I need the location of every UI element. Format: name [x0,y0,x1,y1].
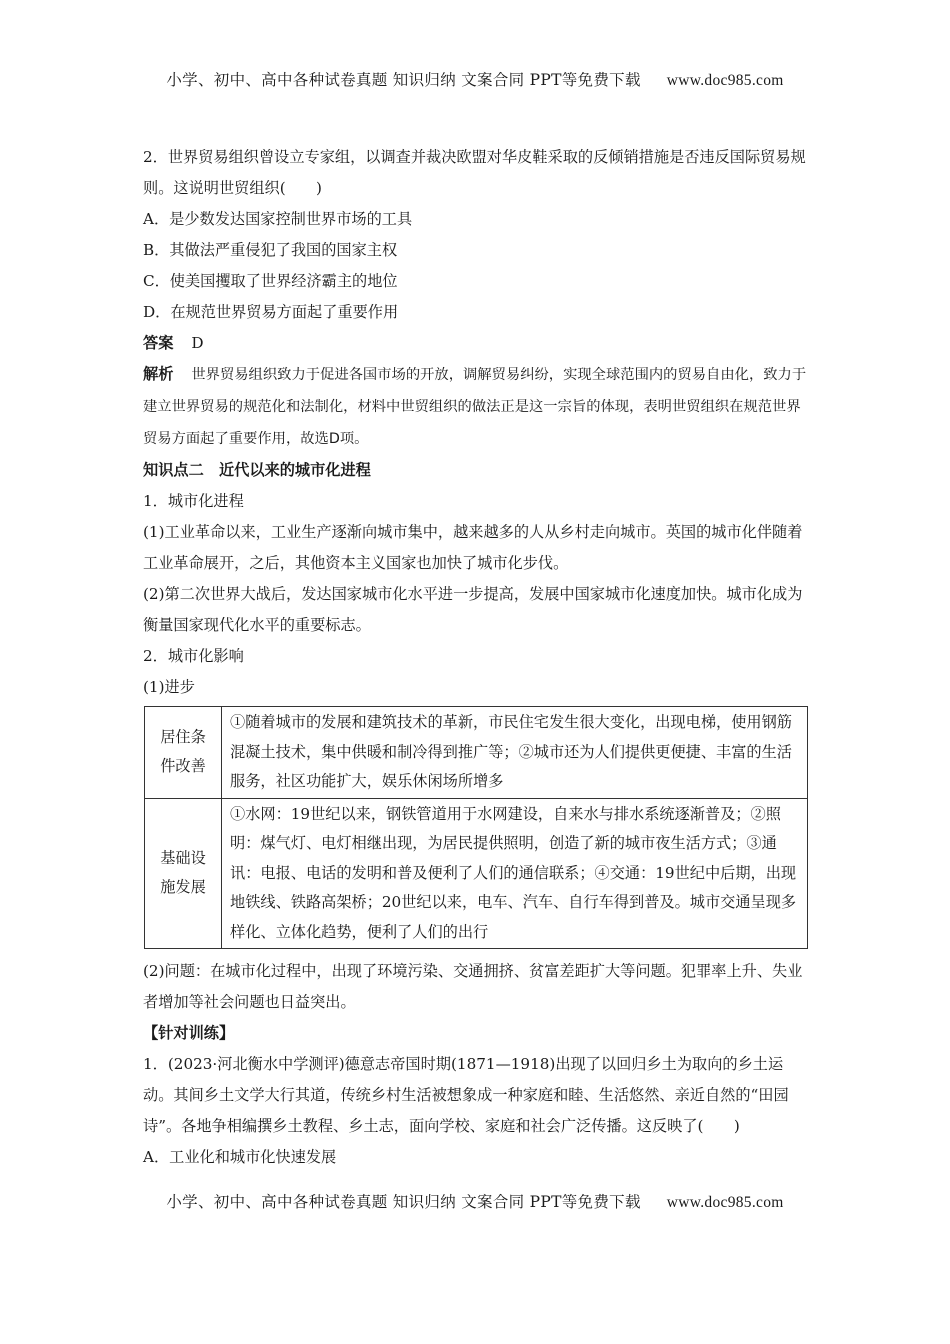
q2-option-d: D．在规范世界贸易方面起了重要作用 [143,303,399,321]
header-text: 小学、初中、高中各种试卷真题 知识归纳 文案合同 PPT等免费下载 [166,71,641,89]
section-title: 知识点二 近代以来的城市化进程 [143,461,371,479]
practice-title: 【针对训练】 [143,1024,235,1042]
table-row-label: 居住条件改善 [145,707,222,799]
answer-value: D [191,334,204,352]
progress-subheading: (1)进步 [143,678,195,696]
problems-paragraph: (2)问题：在城市化过程中，出现了环境污染、交通拥挤、贫富差距扩大等问题。犯罪率上升、失业者增加等社会问题也日益突出。 [143,962,803,1011]
footer-text: 小学、初中、高中各种试卷真题 知识归纳 文案合同 PPT等免费下载 [166,1193,641,1211]
q2-stem: 2．世界贸易组织曾设立专家组，以调查并裁决欧盟对华皮鞋采取的反倾销措施是否违反国际贸易规则。这说明世贸组织( ) [143,148,806,197]
urbanization-table [144,706,808,949]
main-content [143,142,809,1173]
page-header [0,68,950,90]
q2-option-a: A．是少数发达国家控制世界市场的工具 [143,210,413,228]
q2-analysis [143,359,809,455]
practice-q1-stem: 1．(2023·河北衡水中学测评)德意志帝国时期(1871—1918)出现了以回归乡土为取向的乡土运动。其间乡土文学大行其道，传统乡村生活被想象成一种家庭和睦、生活悠然、亲近自然的“田园诗”。各地争相编撰乡土教程、乡土志，面向学校、家庭和社会广泛传播。这反映了( ) [143,1055,789,1135]
q2-answer [143,328,809,359]
q2-option-c: C．使美国攫取了世界经济霸主的地位 [143,272,398,290]
section-paragraph-1: (1)工业革命以来，工业生产逐渐向城市集中，越来越多的人从乡村走向城市。英国的城市化伴随着工业革命展开，之后，其他资本主义国家也加快了城市化步伐。 [143,523,803,572]
header-url[interactable]: www.doc985.com [666,72,784,89]
section-paragraph-2: (2)第二次世界大战后，发达国家城市化水平进一步提高，发展中国家城市化速度加快。城市化成为衡量国家现代化水平的重要标志。 [143,585,803,634]
answer-label: 答案 [143,334,174,352]
q2-option-b: B．其做法严重侵犯了我国的国家主权 [143,241,398,259]
page-footer [0,1190,950,1212]
table-row-label: 基础设施发展 [145,798,222,949]
table-row-content: ①水网：19世纪以来，钢铁管道用于水网建设，自来水与排水系统逐渐普及；②照明：煤气灯、电灯相继出现，为居民提供照明，创造了新的城市夜生活方式；③通讯：电报、电话的发明和普及便利了人们的通信联系；④交通：19世纪中后期，出现地铁线、铁路高架桥；20世纪以来，电车、汽车、自行车得到普及。城市交通呈现多样化、立体化趋势，便利了人们的出行 [222,798,808,949]
section-heading-2: 2．城市化影响 [143,647,244,665]
table-row-content: ①随着城市的发展和建筑技术的革新，市民住宅发生很大变化，出现电梯，使用钢筋混凝土技术，集中供暖和制冷得到推广等；②城市还为人们提供更便捷、丰富的生活服务，社区功能扩大，娱乐休闲场所增多 [222,707,808,799]
footer-url[interactable]: www.doc985.com [666,1194,784,1211]
practice-q1-option-a: A．工业化和城市化快速发展 [143,1148,337,1166]
table-row [145,707,808,799]
table-row [145,798,808,949]
section-heading-1: 1．城市化进程 [143,492,244,510]
analysis-text: 世界贸易组织致力于促进各国市场的开放，调解贸易纠纷，实现全球范围内的贸易自由化，致力于建立世界贸易的规范化和法制化，材料中世贸组织的做法正是这一宗旨的体现，表明世贸组织在规范世界贸易方面起了重要作用，故选D项。 [143,367,807,447]
analysis-label: 解析 [143,365,174,383]
